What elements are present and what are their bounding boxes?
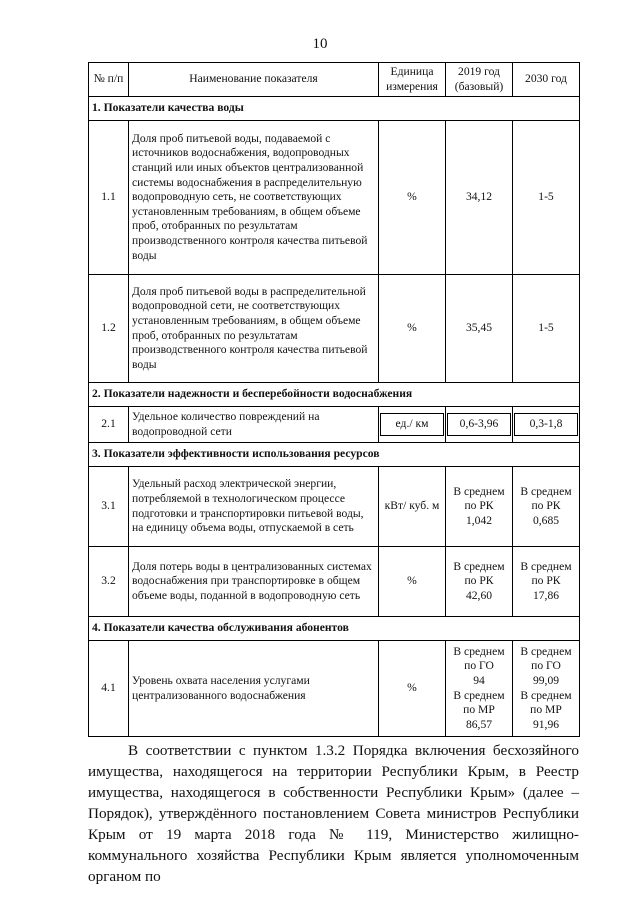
row-num: 4.1 — [89, 641, 129, 737]
value-line: 99,09 — [532, 673, 560, 687]
section-row — [89, 383, 580, 407]
value-line: В среднем — [453, 484, 505, 498]
section-row — [89, 617, 580, 641]
row-name: Уровень охвата населения услугами централизованного водоснабжения — [129, 641, 379, 737]
section-row — [89, 97, 580, 121]
table-row — [89, 547, 580, 617]
row-value-2030 — [513, 407, 580, 443]
row-num: 3.1 — [89, 467, 129, 547]
value-line: 91,96 — [532, 717, 560, 731]
value-line: 94 — [473, 673, 485, 687]
header-unit: Единица измерения — [379, 63, 446, 97]
value-line: по РК — [531, 574, 561, 588]
header-2019: 2019 год (базовый) — [446, 63, 513, 97]
row-name: Доля проб питьевой воды в распределительной водопроводной сети, не соответствующих установленным требованиям, в общем объеме проб, отобранных по результатам производственного контроля качества питьевой воды — [129, 275, 379, 383]
value-box: 0,6-3,96 — [447, 413, 511, 436]
row-value-2030 — [513, 467, 580, 547]
body-paragraph: В соответствии с пунктом 1.3.2 Порядка включения бесхозяйного имущества, находящегося на территории Республики Крым, в Реестр имущества, находящегося в собственности Республики Крым» (далее – Порядок), утверждённого постановлением Совета министров Республики Крым от 19 марта 2018 года № 119, Министерство жилищно-коммунального хозяйства Республики Крым является уполномоченным органом по — [88, 742, 579, 885]
value-line: В среднем — [453, 644, 505, 658]
row-name: Доля проб питьевой воды, подаваемой с источников водоснабжения, водопроводных станций или иных объектов централизованной системы водоснабжения в распределительную водопроводную сеть, не соответствующих установленным требованиям, в общем объеме проб, отобранных по результатам производственного контроля качества питьевой воды — [129, 121, 379, 275]
table-row — [89, 121, 580, 275]
page-number: 10 — [312, 36, 328, 52]
value-line: по РК — [531, 499, 561, 513]
value-line: по РК — [464, 499, 494, 513]
header-2030: 2030 год — [513, 63, 580, 97]
value-line: по ГО — [531, 659, 561, 673]
row-value-2019: 35,45 — [446, 275, 513, 383]
row-value-2030 — [513, 641, 580, 737]
value-line: В среднем — [453, 688, 505, 702]
value-line: 86,57 — [465, 717, 493, 731]
row-name: Удельное количество повреждений на водопроводной сети — [129, 407, 379, 443]
value-line: В среднем — [520, 644, 572, 658]
row-name: Доля потерь воды в централизованных системах водоснабжения при транспортировке в общем объеме воды, поданной в водопроводную сеть — [129, 547, 379, 617]
row-value-2019 — [446, 467, 513, 547]
unit-box: ед./ км — [380, 413, 444, 436]
table-row — [89, 275, 580, 383]
value-line: В среднем — [453, 559, 505, 573]
value-line: 42,60 — [465, 588, 493, 602]
value-line: по РК — [464, 574, 494, 588]
indicators-table — [88, 62, 580, 737]
row-unit: кВт/ куб. м — [379, 467, 446, 547]
value-line: В среднем — [520, 559, 572, 573]
header-num: № п/п — [89, 63, 129, 97]
section-title: 3. Показатели эффективности использования ресурсов — [89, 443, 580, 467]
table-row — [89, 407, 580, 443]
row-value-2030: 1-5 — [513, 275, 580, 383]
value-line: В среднем — [520, 484, 572, 498]
row-unit: % — [379, 641, 446, 737]
header-name: Наименование показателя — [129, 63, 379, 97]
row-unit: % — [379, 275, 446, 383]
value-line: по МР — [530, 703, 562, 717]
section-title: 4. Показатели качества обслуживания абонентов — [89, 617, 580, 641]
value-line: 1,042 — [465, 513, 493, 527]
value-box: 0,3-1,8 — [514, 413, 578, 436]
row-unit — [379, 407, 446, 443]
section-title: 1. Показатели качества воды — [89, 97, 580, 121]
row-value-2030 — [513, 547, 580, 617]
section-row — [89, 443, 580, 467]
row-value-2019 — [446, 407, 513, 443]
row-num: 1.1 — [89, 121, 129, 275]
value-line: 0,685 — [532, 513, 560, 527]
row-name: Удельный расход электрической энергии, потребляемой в технологическом процессе подготовки и транспортировки питьевой воды, на единицу объема воды, отпускаемой в сеть — [129, 467, 379, 547]
table-row — [89, 641, 580, 737]
value-line: В среднем — [520, 688, 572, 702]
row-num: 2.1 — [89, 407, 129, 443]
value-line: 17,86 — [532, 588, 560, 602]
section-title: 2. Показатели надежности и бесперебойности водоснабжения — [89, 383, 580, 407]
row-unit: % — [379, 121, 446, 275]
value-line: по ГО — [464, 659, 494, 673]
row-value-2019 — [446, 641, 513, 737]
row-value-2019 — [446, 547, 513, 617]
row-num: 3.2 — [89, 547, 129, 617]
row-num: 1.2 — [89, 275, 129, 383]
table-row — [89, 467, 580, 547]
value-line: по МР — [463, 703, 495, 717]
row-value-2030: 1-5 — [513, 121, 580, 275]
table-header-row — [89, 63, 580, 97]
row-unit: % — [379, 547, 446, 617]
body-text — [88, 740, 579, 887]
row-value-2019: 34,12 — [446, 121, 513, 275]
